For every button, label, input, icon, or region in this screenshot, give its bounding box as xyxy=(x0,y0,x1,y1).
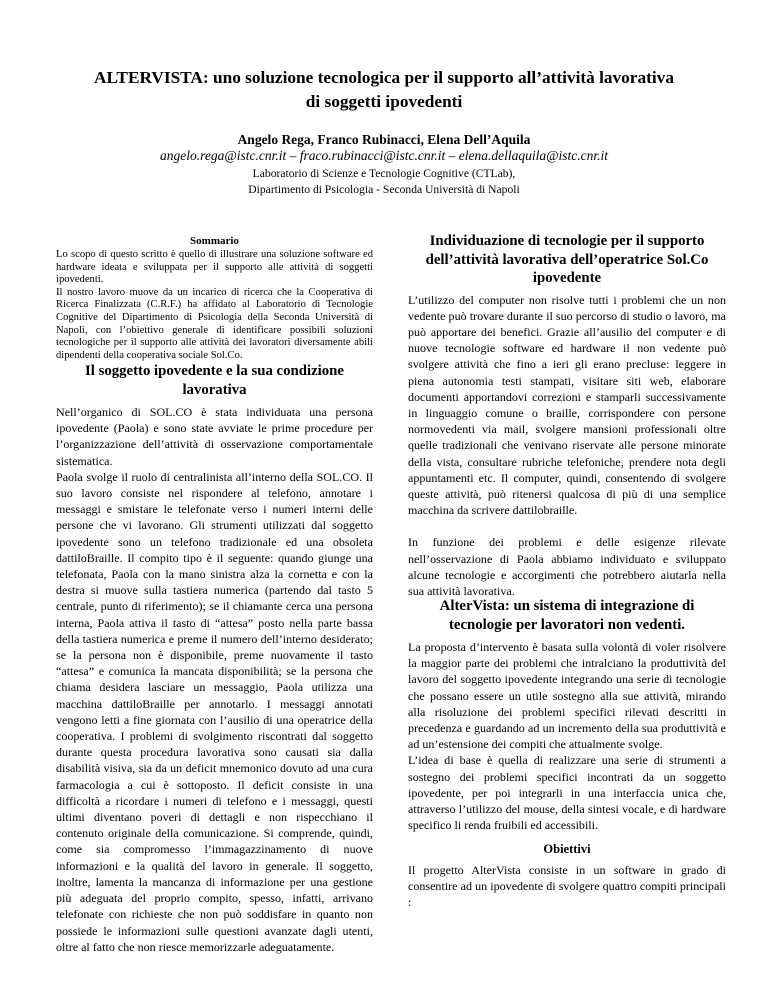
sommario-heading: Sommario xyxy=(190,235,239,247)
section-body-altervista xyxy=(408,639,726,833)
authors: Angelo Rega, Franco Rubinacci, Elena Dell’Aquila xyxy=(237,132,531,147)
paper-title xyxy=(60,66,708,114)
abstract-paragraph: Lo scopo di questo scritto è quello di illustrare una soluzione software ed hardware ideata e sviluppata per il supporto alle attività di soggetti ipovedenti. xyxy=(56,249,373,286)
abstract-paragraph: Il nostro lavoro muove da un incarico di ricerca che la Cooperativa di Ricerca Finalizzata (C.R.F.) ha affidato al Laboratorio di Tecnologie Cognitive del Dipartimento di Psicologia della Seconda Università di Napoli, con l’obiettivo generale di identificare possibili soluzioni tecnologiche per il supporto alle attività dei lavoratori diversamente abili dipendenti della cooperativa sociale Sol.Co. xyxy=(56,286,373,361)
section-body-tecnologie xyxy=(408,292,726,600)
body-paragraph: In funzione dei problemi e delle esigenze rilevate nell’osservazione di Paola abbiamo individuato e sviluppato alcune tecnologie e accorgimenti che potrebbero aiutarla nella sua attività lavorativa. xyxy=(408,535,726,598)
section-heading-soggetto: Il soggetto ipovedente e la sua condizione lavorativa xyxy=(85,363,344,398)
section-body-obiettivi xyxy=(408,862,726,911)
affiliation-line-2: Dipartimento di Psicologia - Seconda Università di Napoli xyxy=(248,183,520,196)
body-paragraph: La proposta d’intervento è basata sulla volontà di voler risolvere la maggior parte dei problemi che intralciano la produttività del lavoro del soggetto ipovedente integrando una serie di tecnologie che possano essere un utile sostegno alla sue attività, mirando alla risoluzione dei problemi specifici rilevati descritti in precedenza e guardando ad un incremento della sua produttività e ad un’estensione dei compiti che attualmente svolge. xyxy=(408,640,726,752)
body-paragraph: Nell’organico di SOL.CO è stata individuata una persona ipovedente (Paola) e sono state avviate le prime procedure per l’organizzazione dell’attività di osservazione comportamentale sistematica. xyxy=(56,405,373,468)
right-column-section-altervista xyxy=(408,597,726,833)
paragraph-gap xyxy=(408,518,726,534)
body-paragraph: L’idea di base è quella di realizzare una serie di strumenti a sostegno dei problemi specifici incontrati da un soggetto ipovedente, per poi integrarli in una interfaccia unica che, attraverso l’utilizzo del mouse, della sintesi vocale, e di hardware specifico li renda fruibili ed accessibili. xyxy=(408,753,726,833)
section-heading-altervista: AlterVista: un sistema di integrazione di tecnologie per lavoratori non vedenti. xyxy=(439,598,695,633)
abstract-body xyxy=(56,249,373,362)
section-body-soggetto xyxy=(56,404,373,955)
title-line-2: di soggetti ipovedenti xyxy=(305,92,463,111)
body-paragraph: Il progetto AlterVista consiste in un software in grado di consentire ad un ipovedente di svolgere quattro compiti principali : xyxy=(408,863,726,910)
left-column xyxy=(56,234,373,362)
left-column-section xyxy=(56,362,373,955)
section-heading-obiettivi: Obiettivi xyxy=(543,842,591,856)
body-paragraph: L’utilizzo del computer non risolve tutti i problemi che un non vedente può trovare durante il suo percorso di studio o lavoro, ma può apportare dei benefici. Grazie all’ausilio del computer e di nuove tecnologie software ed hardware il non vedente può svolgere attività che fino a ieri gli erano precluse: leggere in piena autonomia testi stampati, visitare siti web, elaborare documenti apportandovi correzioni e stamparli successivamente in linguaggio comune o braille, corrispondere con persone normovedenti via mail, svolgere mansioni professionali oltre quelle tradizionali che venivano riservate alle persone minorate della vista, consultare rubriche telefoniche, prendere nota degli appuntamenti etc. Il computer, quindi, consentendo di svolgere queste attività, può ritenersi qualcosa di più di una semplice macchina da scrivere dattilobraille. xyxy=(408,292,726,518)
right-column xyxy=(408,232,726,599)
title-line-1: ALTERVISTA: uno soluzione tecnologica per il supporto all’attività lavorativa xyxy=(94,68,674,87)
author-emails: angelo.rega@istc.cnr.it – fraco.rubinacci@istc.cnr.it – elena.dellaquila@istc.cnr.it xyxy=(159,148,609,163)
body-paragraph: Paola svolge il ruolo di centralinista all’interno della SOL.CO. Il suo lavoro consiste nel rispondere al telefono, annotare i messaggi e smistare le telefonate verso i numeri interni delle persone che vi lavorano. Gli strumenti utilizzati dal soggetto ipovedente sono un telefono tradizionale ed una obsoleta dattiloBraille. Il compito tipo è il seguente: quando giunge una telefonata, Paola con la mano sinistra alza la cornetta e con la destra si muove sulla tastiera numerica (partendo dal tasto 5 centrale, punto di riferimento); se il chiamante cerca una persona interna, Paola attiva il tasto di “attesa” posto nella parte bassa della tastiera numerica e preme il numero dell’interno desiderato; se la persona non è disponibile, preme nuovamente il tasto “attesa” e comunica la mancata disponibilità; se la persona che chiama desidera lasciare un messaggio, Paola utilizza una macchina dattiloBraille per annotarlo. I messaggi annotati vengono letti a fine giornata con l’ausilio di una operatrice della cooperativa. I problemi di svolgimento riscontrati dal soggetto durante questa procedura lavorativa sono causati sia dalla disabilità visiva, sia da un deficit mnemonico dovuto ad una cura farmacologia a cui è sottoposto. Il deficit consiste in una difficoltà a ricordare i numeri di telefono e i messaggi, questi ultimi diventano poveri di dettagli e non rispecchiano il contenuto originale della comunicazione. Si comprende, quindi, come sia compromesso l’immagazzinamento di nuove informazioni e la qualità del lavoro in generale. Il soggetto, inoltre, lamenta la mancanza di informazione per una gestione più adeguata del proprio compito, spesso, infatti, arrivano telefonate con richieste che non può soddisfare in quanto non possiede le informazioni sulle questioni avanzate dagli utenti, oltre al fatto che non riesce memorizzarle adeguatamente. xyxy=(56,469,373,954)
affiliation xyxy=(60,166,708,198)
right-column-section-obiettivi xyxy=(408,842,726,911)
section-heading-tecnologie: Individuazione di tecnologie per il supporto dell’attività lavorativa dell’operatrice Sol.Co ipovedente xyxy=(425,233,709,286)
affiliation-line-1: Laboratorio di Scienze e Tecnologie Cognitive (CTLab), xyxy=(252,167,516,180)
